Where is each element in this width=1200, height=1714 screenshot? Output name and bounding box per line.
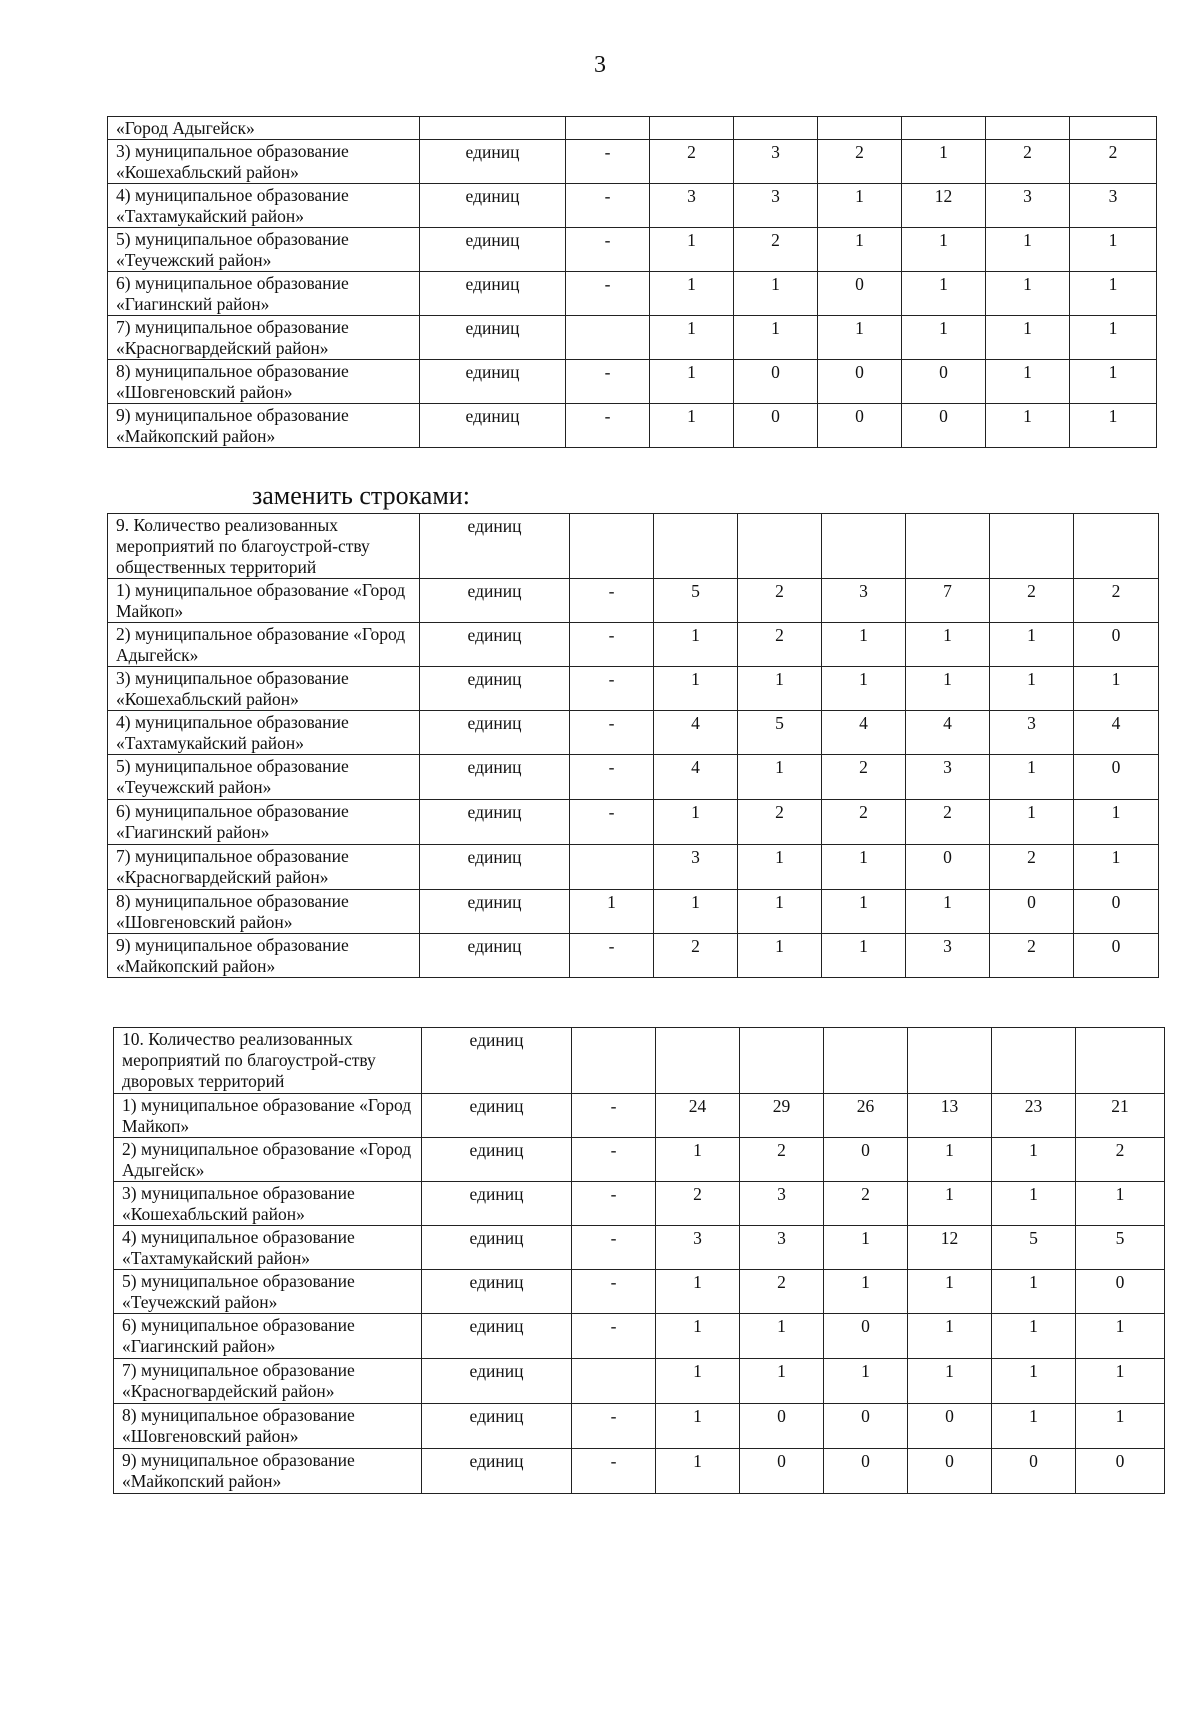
row-unit: единиц (420, 755, 570, 800)
row-unit: единиц (422, 1226, 572, 1270)
row-value: 0 (740, 1404, 824, 1449)
row-value: 1 (992, 1182, 1076, 1226)
row-unit: единиц (420, 667, 570, 711)
row-value: 1 (734, 272, 818, 316)
row-value: 1 (654, 800, 738, 845)
row-unit: единиц (420, 711, 570, 755)
row-value: 3 (1070, 184, 1157, 228)
row-value: 1 (986, 316, 1070, 360)
row-name: 2) муниципальное образование «Город Адыгейск» (114, 1138, 422, 1182)
row-value: 1 (986, 228, 1070, 272)
row-unit: единиц (420, 934, 570, 978)
row-value: - (572, 1404, 656, 1449)
row-value (570, 514, 654, 579)
row-value: 1 (990, 755, 1074, 800)
row-value: 24 (656, 1094, 740, 1138)
row-value: 2 (740, 1138, 824, 1182)
row-name: 9) муниципальное образование «Майкопский район» (108, 934, 420, 978)
row-value: 2 (990, 579, 1074, 623)
row-value: 3 (906, 755, 990, 800)
row-value (902, 117, 986, 140)
row-unit: единиц (422, 1449, 572, 1494)
row-value: 1 (656, 1314, 740, 1359)
row-value: - (572, 1182, 656, 1226)
table-row (108, 514, 1159, 579)
table-row (114, 1314, 1165, 1359)
row-value: 1 (1070, 360, 1157, 404)
row-value: 1 (822, 623, 906, 667)
row-value: 1 (824, 1359, 908, 1404)
row-value: 1 (740, 1359, 824, 1404)
row-value: - (566, 360, 650, 404)
row-unit: единиц (422, 1270, 572, 1314)
row-value: - (570, 667, 654, 711)
row-value: - (570, 755, 654, 800)
row-value: 21 (1076, 1094, 1165, 1138)
row-name: 3) муниципальное образование «Кошехабльский район» (114, 1182, 422, 1226)
row-name: «Город Адыгейск» (108, 117, 420, 140)
row-value: 2 (990, 845, 1074, 890)
row-value: 0 (740, 1449, 824, 1494)
row-value (818, 117, 902, 140)
row-unit: единиц (422, 1138, 572, 1182)
row-value: 1 (822, 890, 906, 934)
row-value: 2 (818, 140, 902, 184)
row-name: 6) муниципальное образование «Гиагинский район» (108, 272, 420, 316)
row-value: 0 (902, 360, 986, 404)
row-unit: единиц (420, 579, 570, 623)
new-rows-table-9 (107, 513, 1159, 978)
page-number: 3 (594, 52, 606, 78)
table-row (108, 360, 1157, 404)
row-value: 5 (654, 579, 738, 623)
row-value: - (572, 1270, 656, 1314)
row-value: 1 (1074, 667, 1159, 711)
row-value: 1 (908, 1138, 992, 1182)
row-value: 1 (986, 272, 1070, 316)
row-value (906, 514, 990, 579)
row-name: 4) муниципальное образование «Тахтамукайский район» (108, 184, 420, 228)
row-value: 0 (734, 360, 818, 404)
row-unit: единиц (420, 800, 570, 845)
row-name: 10. Количество реализованных мероприятий по благоустрой-ству дворовых территорий (114, 1028, 422, 1094)
old-rows-table (107, 116, 1157, 448)
table-row (108, 711, 1159, 755)
row-value: - (566, 272, 650, 316)
row-name: 7) муниципальное образование «Красногвардейский район» (114, 1359, 422, 1404)
table-row (108, 667, 1159, 711)
row-value: 1 (986, 360, 1070, 404)
row-value (908, 1028, 992, 1094)
row-value: 12 (902, 184, 986, 228)
table-row (108, 934, 1159, 978)
table-row (114, 1094, 1165, 1138)
row-value: 0 (908, 1404, 992, 1449)
table-row (108, 117, 1157, 140)
row-name: 7) муниципальное образование «Красногвардейский район» (108, 316, 420, 360)
row-value: 1 (992, 1138, 1076, 1182)
row-value (654, 514, 738, 579)
row-unit: единиц (420, 845, 570, 890)
row-value: 0 (824, 1138, 908, 1182)
row-name: 1) муниципальное образование «Город Майкоп» (108, 579, 420, 623)
table-row (108, 579, 1159, 623)
row-value: 1 (570, 890, 654, 934)
row-value: 1 (992, 1404, 1076, 1449)
row-value: 1 (902, 316, 986, 360)
row-value: 1 (902, 140, 986, 184)
row-value: 4 (906, 711, 990, 755)
row-value: 4 (1074, 711, 1159, 755)
row-value: - (566, 228, 650, 272)
row-value: 1 (818, 316, 902, 360)
row-value: 1 (990, 623, 1074, 667)
row-value: 1 (1076, 1359, 1165, 1404)
row-value: - (572, 1138, 656, 1182)
row-value: 0 (818, 272, 902, 316)
row-name: 2) муниципальное образование «Город Адыгейск» (108, 623, 420, 667)
row-value: - (572, 1094, 656, 1138)
row-value: 0 (1076, 1449, 1165, 1494)
row-value: - (566, 404, 650, 448)
row-value: 3 (740, 1226, 824, 1270)
row-unit: единиц (422, 1404, 572, 1449)
new-rows-table-10 (113, 1027, 1165, 1494)
row-value: 5 (992, 1226, 1076, 1270)
row-value: 1 (734, 316, 818, 360)
row-value (1070, 117, 1157, 140)
row-value: 1 (906, 890, 990, 934)
row-name: 7) муниципальное образование «Красногвардейский район» (108, 845, 420, 890)
row-value: - (572, 1449, 656, 1494)
row-value: 0 (818, 360, 902, 404)
row-value: 1 (656, 1270, 740, 1314)
row-value: - (566, 140, 650, 184)
row-name: 8) муниципальное образование «Шовгеновский район» (114, 1404, 422, 1449)
row-name: 5) муниципальное образование «Теучежский район» (108, 228, 420, 272)
row-value: 2 (986, 140, 1070, 184)
row-value: 0 (908, 1449, 992, 1494)
row-value: 0 (1074, 755, 1159, 800)
row-unit: единиц (420, 184, 566, 228)
row-value: 1 (986, 404, 1070, 448)
row-value: 3 (650, 184, 734, 228)
row-value: 12 (908, 1226, 992, 1270)
row-value: 2 (1070, 140, 1157, 184)
row-value: 2 (740, 1270, 824, 1314)
row-value: 0 (824, 1449, 908, 1494)
row-value: 1 (1070, 272, 1157, 316)
row-value: 1 (908, 1182, 992, 1226)
table-row (108, 755, 1159, 800)
table-row (114, 1028, 1165, 1094)
row-value: 2 (738, 623, 822, 667)
table-row (108, 184, 1157, 228)
row-value: - (570, 800, 654, 845)
row-value: 0 (992, 1449, 1076, 1494)
row-value: 4 (654, 755, 738, 800)
row-value: 0 (990, 890, 1074, 934)
row-value (824, 1028, 908, 1094)
row-value: 1 (902, 228, 986, 272)
row-value: 4 (654, 711, 738, 755)
row-value (738, 514, 822, 579)
row-unit: единиц (420, 623, 570, 667)
row-name: 6) муниципальное образование «Гиагинский район» (108, 800, 420, 845)
row-value: 2 (822, 800, 906, 845)
row-unit: единиц (422, 1182, 572, 1226)
row-value: 4 (822, 711, 906, 755)
row-value: - (572, 1226, 656, 1270)
row-value: 7 (906, 579, 990, 623)
row-value: 3 (990, 711, 1074, 755)
row-value: 3 (986, 184, 1070, 228)
row-value: 1 (1074, 800, 1159, 845)
row-value (570, 845, 654, 890)
row-value: 1 (1076, 1404, 1165, 1449)
row-name: 1) муниципальное образование «Город Майкоп» (114, 1094, 422, 1138)
row-value: 2 (824, 1182, 908, 1226)
row-value: - (570, 623, 654, 667)
row-value (1074, 514, 1159, 579)
row-value (740, 1028, 824, 1094)
row-value: 1 (1076, 1314, 1165, 1359)
table-row (108, 316, 1157, 360)
row-value: 0 (824, 1314, 908, 1359)
row-value: 1 (738, 845, 822, 890)
row-unit: единиц (422, 1314, 572, 1359)
row-value: 1 (906, 623, 990, 667)
row-value: 1 (992, 1314, 1076, 1359)
table-row (114, 1270, 1165, 1314)
table-row (108, 623, 1159, 667)
row-value: 2 (738, 800, 822, 845)
row-name: 3) муниципальное образование «Кошехабльский район» (108, 140, 420, 184)
row-name: 9) муниципальное образование «Майкопский район» (114, 1449, 422, 1494)
row-value: 1 (740, 1314, 824, 1359)
row-name: 9) муниципальное образование «Майкопский район» (108, 404, 420, 448)
row-value: 0 (1074, 934, 1159, 978)
row-value: 1 (992, 1270, 1076, 1314)
row-value (656, 1028, 740, 1094)
row-value: 1 (650, 360, 734, 404)
row-name: 5) муниципальное образование «Теучежский район» (108, 755, 420, 800)
row-value: 1 (908, 1359, 992, 1404)
row-value: 2 (822, 755, 906, 800)
row-value: 1 (902, 272, 986, 316)
row-value: 1 (656, 1449, 740, 1494)
row-value (1076, 1028, 1165, 1094)
row-value: - (570, 711, 654, 755)
row-value: 3 (734, 140, 818, 184)
row-value: 0 (1076, 1270, 1165, 1314)
row-value: - (572, 1314, 656, 1359)
row-value (822, 514, 906, 579)
row-unit: единиц (422, 1094, 572, 1138)
table-row (114, 1226, 1165, 1270)
row-value: 2 (654, 934, 738, 978)
row-value: 1 (656, 1359, 740, 1404)
row-value: 1 (738, 755, 822, 800)
row-unit: единиц (420, 404, 566, 448)
row-value: 1 (656, 1138, 740, 1182)
row-value: 1 (908, 1314, 992, 1359)
row-value: 1 (1074, 845, 1159, 890)
row-value: 1 (654, 890, 738, 934)
row-value: 1 (990, 800, 1074, 845)
row-name: 6) муниципальное образование «Гиагинский район» (114, 1314, 422, 1359)
row-unit: единиц (422, 1028, 572, 1094)
row-value: 29 (740, 1094, 824, 1138)
row-value (566, 316, 650, 360)
row-value (992, 1028, 1076, 1094)
row-value: 2 (650, 140, 734, 184)
table-row (114, 1359, 1165, 1404)
row-value: 5 (1076, 1226, 1165, 1270)
row-unit: единиц (420, 514, 570, 579)
row-value: 1 (1070, 316, 1157, 360)
row-value: 13 (908, 1094, 992, 1138)
row-value: 0 (1074, 890, 1159, 934)
row-value (990, 514, 1074, 579)
row-value: 1 (738, 890, 822, 934)
table-row (108, 228, 1157, 272)
table-row (108, 272, 1157, 316)
row-name: 4) муниципальное образование «Тахтамукайский район» (114, 1226, 422, 1270)
row-value: 1 (822, 667, 906, 711)
row-value (986, 117, 1070, 140)
row-value (734, 117, 818, 140)
row-value: 3 (734, 184, 818, 228)
row-value: 1 (1070, 404, 1157, 448)
row-name: 5) муниципальное образование «Теучежский район» (114, 1270, 422, 1314)
row-value: 3 (656, 1226, 740, 1270)
row-value: 1 (650, 404, 734, 448)
row-value: 2 (1076, 1138, 1165, 1182)
row-value: 0 (824, 1404, 908, 1449)
row-value: 0 (902, 404, 986, 448)
row-value: 1 (818, 184, 902, 228)
row-name: 9. Количество реализованных мероприятий по благоустрой-ству общественных территорий (108, 514, 420, 579)
table-row (108, 404, 1157, 448)
row-name: 8) муниципальное образование «Шовгеновский район» (108, 890, 420, 934)
row-value: 1 (650, 316, 734, 360)
row-unit: единиц (420, 140, 566, 184)
row-value: 3 (740, 1182, 824, 1226)
row-unit: единиц (420, 272, 566, 316)
row-value (650, 117, 734, 140)
row-value: 1 (992, 1359, 1076, 1404)
row-name: 8) муниципальное образование «Шовгеновский район» (108, 360, 420, 404)
row-unit: единиц (420, 890, 570, 934)
row-value (572, 1359, 656, 1404)
table-row (114, 1449, 1165, 1494)
row-value: 3 (654, 845, 738, 890)
row-value: 1 (824, 1270, 908, 1314)
row-value: 1 (818, 228, 902, 272)
row-value (572, 1028, 656, 1094)
row-value (566, 117, 650, 140)
row-value: 26 (824, 1094, 908, 1138)
row-value: 2 (734, 228, 818, 272)
row-value: 2 (1074, 579, 1159, 623)
row-value: 0 (818, 404, 902, 448)
row-unit (420, 117, 566, 140)
row-value: 0 (734, 404, 818, 448)
row-value: 2 (990, 934, 1074, 978)
row-value: 1 (654, 623, 738, 667)
row-unit: единиц (420, 360, 566, 404)
row-value: 2 (656, 1182, 740, 1226)
row-value: 1 (1070, 228, 1157, 272)
row-value: - (566, 184, 650, 228)
row-value: 1 (738, 667, 822, 711)
row-name: 3) муниципальное образование «Кошехабльский район» (108, 667, 420, 711)
row-value: 0 (906, 845, 990, 890)
row-unit: единиц (422, 1359, 572, 1404)
row-unit: единиц (420, 228, 566, 272)
row-value: 1 (908, 1270, 992, 1314)
row-value: 1 (650, 228, 734, 272)
row-value: 1 (650, 272, 734, 316)
table-row (114, 1182, 1165, 1226)
row-value: - (570, 934, 654, 978)
row-value: 1 (990, 667, 1074, 711)
row-value: 1 (906, 667, 990, 711)
table-row (114, 1404, 1165, 1449)
row-value: - (570, 579, 654, 623)
table-row (108, 800, 1159, 845)
row-value: 1 (822, 934, 906, 978)
table-row (108, 890, 1159, 934)
replace-heading: заменить строками: (252, 481, 470, 510)
row-unit: единиц (420, 316, 566, 360)
row-value: 3 (822, 579, 906, 623)
row-value: 1 (824, 1226, 908, 1270)
row-value: 3 (906, 934, 990, 978)
row-value: 1 (738, 934, 822, 978)
table-row (108, 140, 1157, 184)
row-value: 1 (654, 667, 738, 711)
row-value: 0 (1074, 623, 1159, 667)
row-value: 1 (1076, 1182, 1165, 1226)
row-value: 2 (906, 800, 990, 845)
row-value: 23 (992, 1094, 1076, 1138)
row-value: 5 (738, 711, 822, 755)
table-row (114, 1138, 1165, 1182)
row-name: 4) муниципальное образование «Тахтамукайский район» (108, 711, 420, 755)
row-value: 1 (822, 845, 906, 890)
row-value: 1 (656, 1404, 740, 1449)
row-value: 2 (738, 579, 822, 623)
table-row (108, 845, 1159, 890)
